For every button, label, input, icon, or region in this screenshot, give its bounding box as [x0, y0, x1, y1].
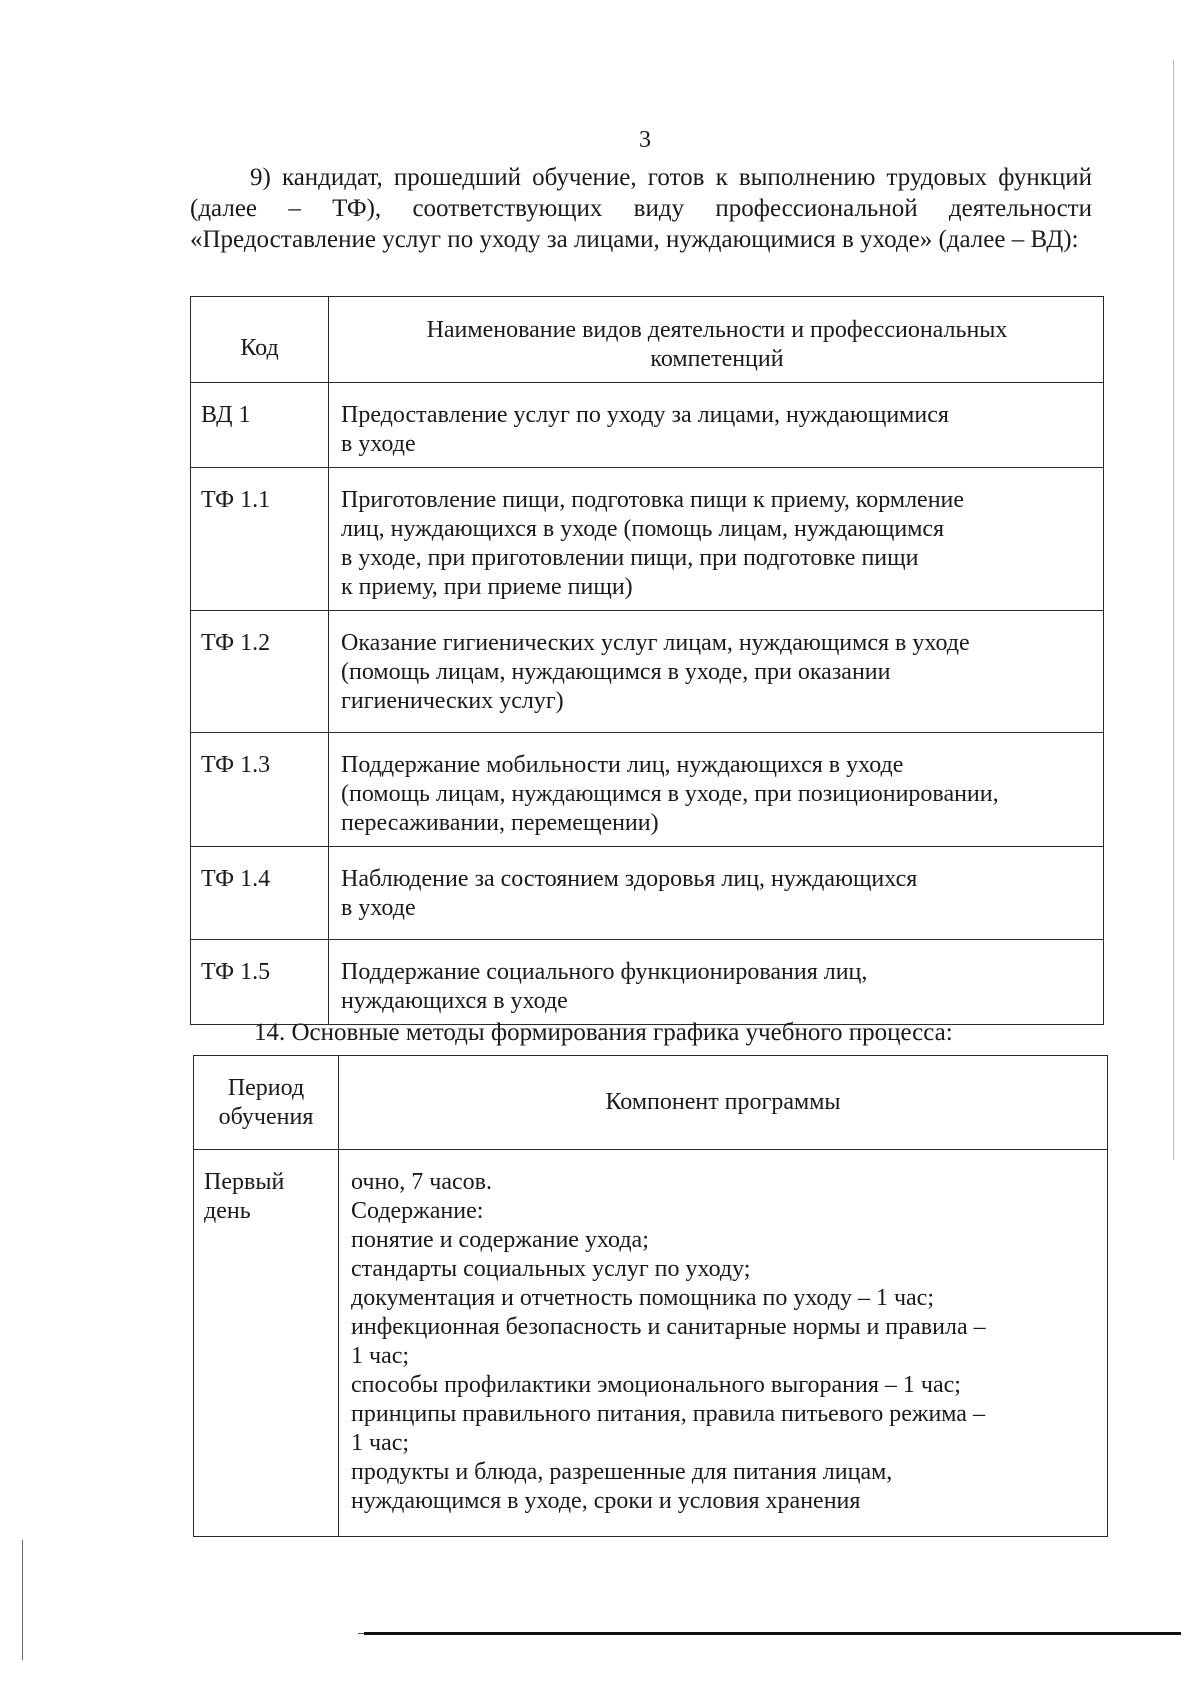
table-header-row	[191, 297, 1104, 383]
component-line: стандарты социальных услуг по уходу;	[351, 1256, 751, 1282]
header-period-line: обучения	[218, 1103, 314, 1130]
row-code: ВД 1	[191, 383, 329, 468]
table-row	[194, 1150, 1108, 1537]
component-line: продукты и блюда, разрешенные для питания лицам,	[351, 1459, 893, 1485]
description-line: пересаживании, перемещении)	[341, 810, 659, 836]
header-name	[329, 297, 1104, 383]
table-row	[191, 468, 1104, 611]
table-row	[191, 733, 1104, 847]
description-line: гигиенических услуг)	[341, 688, 564, 714]
row-description	[329, 611, 1104, 733]
row-code: ТФ 1.3	[191, 733, 329, 847]
row-description	[329, 468, 1104, 611]
table-row	[191, 940, 1104, 1025]
intro-paragraph	[190, 162, 1092, 255]
description-line: в уходе, при приготовлении пищи, при подготовке пищи	[341, 545, 919, 571]
description-line: лиц, нуждающихся в уходе (помощь лицам, нуждающимся	[341, 516, 945, 542]
description-line: Поддержание социального функционирования лиц,	[341, 959, 868, 985]
description-line: нуждающихся в уходе	[341, 988, 568, 1014]
description-line: Предоставление услуг по уходу за лицами, нуждающимися	[341, 402, 949, 428]
header-component: Компонент программы	[339, 1056, 1108, 1150]
period-line: день	[204, 1198, 251, 1224]
page-number: 3	[639, 127, 651, 153]
row-code: ТФ 1.2	[191, 611, 329, 733]
table-header-row	[194, 1056, 1108, 1150]
row-description	[329, 847, 1104, 940]
description-line: Оказание гигиенических услуг лицам, нуждающимся в уходе	[341, 630, 970, 656]
component-line: принципы правильного питания, правила питьевого режима –	[351, 1401, 985, 1427]
description-line: (помощь лицам, нуждающимся в уходе, при позиционировании,	[341, 781, 999, 807]
intro-line: функций (далее – ТФ), соответствующих виду профессиональной	[190, 164, 1092, 222]
header-period-line: Период	[227, 1074, 305, 1101]
table-row	[191, 383, 1104, 468]
bottom-rule	[364, 1632, 1181, 1635]
description-line: (помощь лицам, нуждающимся в уходе, при оказании	[341, 659, 891, 685]
intro-line: уходе» (далее – ВД):	[860, 226, 1079, 253]
row-description	[329, 733, 1104, 847]
row-code: ТФ 1.4	[191, 847, 329, 940]
section-heading: 14. Основные методы формирования графика учебного процесса:	[254, 1019, 953, 1046]
table-row	[191, 847, 1104, 940]
component-line: понятие и содержание ухода;	[351, 1227, 649, 1253]
scan-margin-line	[22, 1540, 23, 1660]
component-line: инфекционная безопасность и санитарные нормы и правила –	[351, 1314, 986, 1340]
header-name-line: компетенций	[650, 345, 784, 372]
description-line: Поддержание мобильности лиц, нуждающихся в уходе	[341, 752, 904, 778]
scan-margin-line	[1173, 60, 1174, 1160]
component-line: документация и отчетность помощника по уходу – 1 час;	[351, 1285, 934, 1311]
schedule-table	[193, 1055, 1108, 1537]
header-code: Код	[191, 297, 329, 383]
description-line: Наблюдение за состоянием здоровья лиц, нуждающихся	[341, 866, 918, 892]
row-description	[329, 940, 1104, 1025]
intro-line: деятельности «Предоставление услуг по уходу за лицами, нуждающимися в	[190, 195, 1092, 253]
row-description	[329, 383, 1104, 468]
row-component	[339, 1150, 1108, 1537]
row-code: ТФ 1.5	[191, 940, 329, 1025]
table-row	[191, 611, 1104, 733]
header-period	[194, 1056, 339, 1150]
description-line: Приготовление пищи, подготовка пищи к приему, кормление	[341, 487, 965, 513]
row-code: ТФ 1.1	[191, 468, 329, 611]
component-line: очно, 7 часов.	[351, 1169, 492, 1195]
description-line: в уходе	[341, 431, 416, 457]
component-line: Содержание:	[351, 1198, 484, 1224]
component-line: 1 час;	[351, 1430, 410, 1456]
description-line: в уходе	[341, 895, 416, 921]
header-name-line: Наименование видов деятельности и профессиональных	[426, 316, 1008, 343]
row-period	[194, 1150, 339, 1537]
description-line: к приему, при приеме пищи)	[341, 574, 633, 600]
intro-line: 9) кандидат, прошедший обучение, готов к выполнению трудовых	[250, 164, 999, 191]
component-line: нуждающимся в уходе, сроки и условия хранения	[351, 1488, 861, 1514]
component-line: способы профилактики эмоционального выгорания – 1 час;	[351, 1372, 961, 1398]
competencies-table	[190, 296, 1104, 1025]
component-line: 1 час;	[351, 1343, 410, 1369]
period-line: Первый	[204, 1169, 285, 1195]
